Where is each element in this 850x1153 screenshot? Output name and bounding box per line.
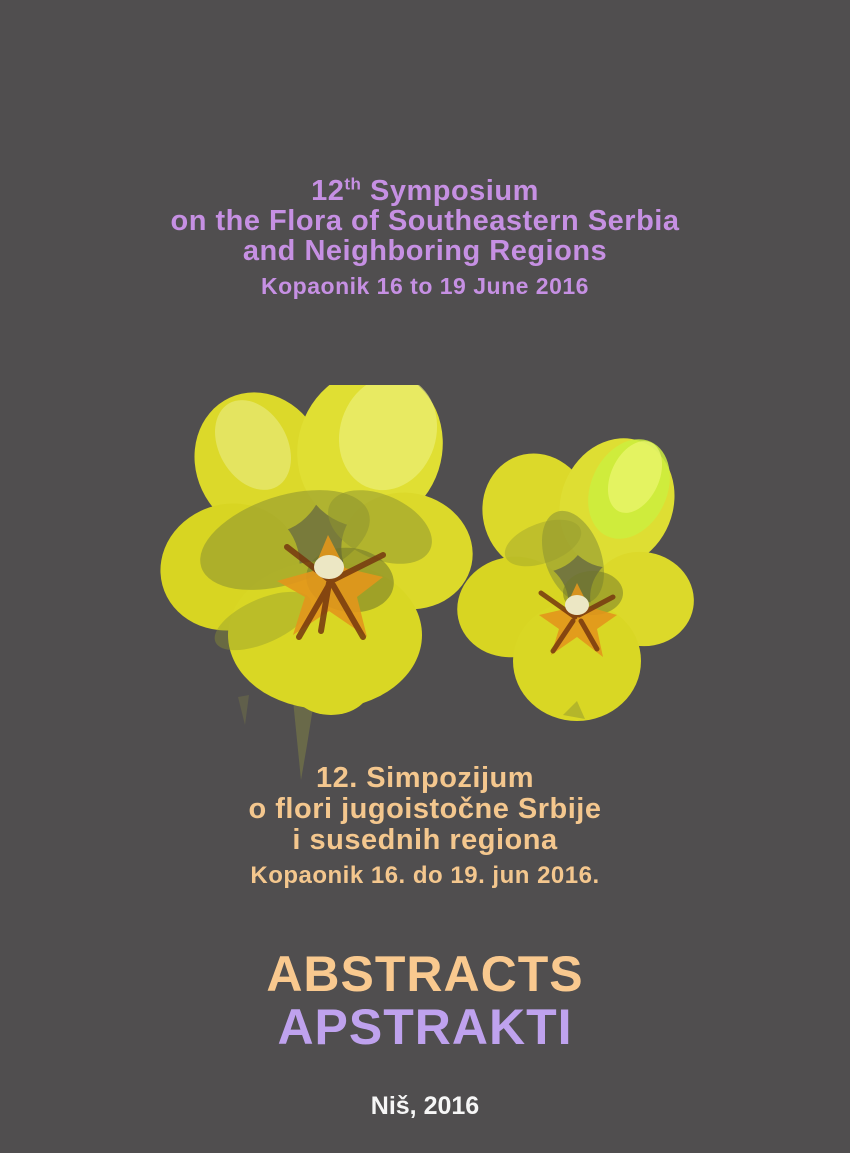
title-serbian-line1: 12. Simpozijum (315, 762, 535, 794)
title-serbian (0, 763, 850, 888)
left-flower (146, 385, 484, 715)
abstracts-english: ABSTRACTS (266, 946, 584, 1002)
viola-flowers-image (145, 385, 705, 780)
symposium-number: 12 (311, 175, 345, 207)
title-english-line3: and Neighboring Regions (242, 235, 608, 267)
title-serbian-line3: i susednih regiona (292, 824, 558, 856)
symposium-word: Symposium (361, 175, 539, 207)
imprint-city-year: Niš, 2016 (370, 1092, 480, 1120)
ordinal-suffix: th (344, 174, 362, 194)
venue-date-english: Kopaonik 16 to 19 June 2016 (261, 273, 589, 299)
venue-date-serbian: Kopaonik 16. do 19. jun 2016. (250, 862, 600, 889)
right-flower (448, 421, 702, 721)
title-english (0, 176, 850, 298)
title-serbian-line2: o flori jugoistočne Srbije (248, 793, 602, 825)
abstracts-serbian: APSTRAKTI (277, 999, 573, 1055)
flower-stem-small (238, 695, 249, 725)
abstracts-heading (0, 948, 850, 1054)
title-english-line1 (0, 176, 850, 206)
title-english-line2: on the Flora of Southeastern Serbia (170, 205, 680, 237)
